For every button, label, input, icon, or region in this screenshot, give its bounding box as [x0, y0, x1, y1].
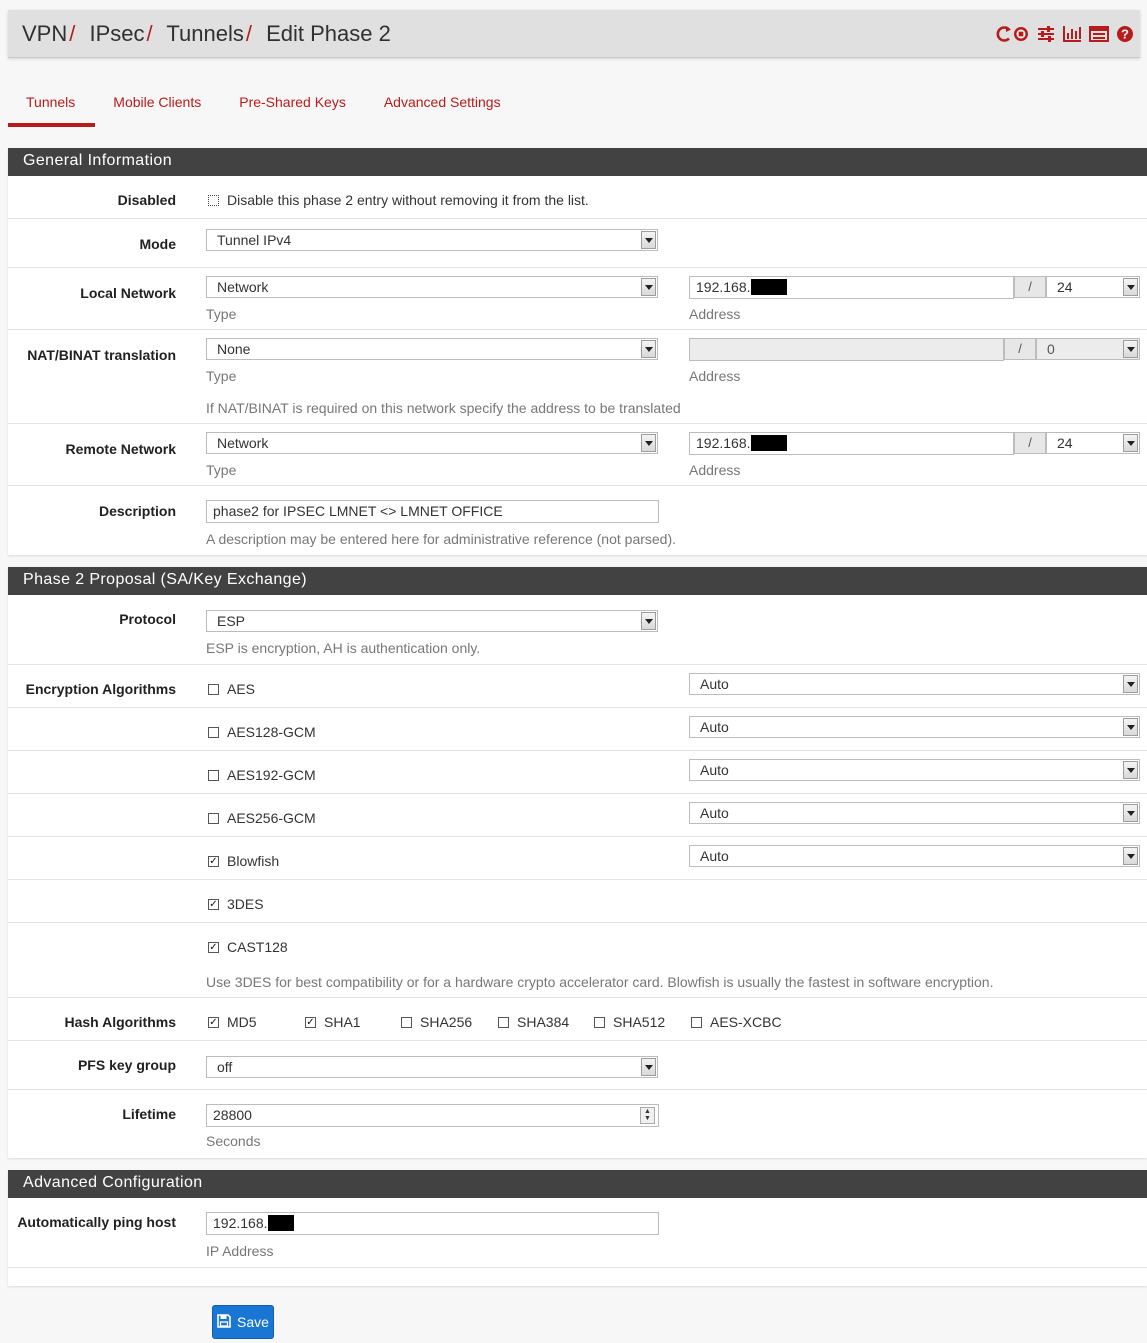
description-value: phase2 for IPSEC LMNET <> LMNET OFFICE — [213, 503, 503, 519]
nat-row — [8, 330, 1147, 424]
chevron-down-icon — [1123, 718, 1138, 736]
chevron-down-icon — [1123, 761, 1138, 779]
lifetime-input[interactable] — [206, 1104, 659, 1127]
aes192-gcm-label: AES192-GCM — [227, 767, 316, 783]
aes256-gcm-checkbox[interactable] — [208, 813, 219, 824]
local-network-row — [8, 268, 1147, 330]
header-icons — [996, 24, 1134, 44]
chevron-down-icon — [641, 434, 656, 452]
local-network-mask-value: 24 — [1057, 279, 1073, 295]
breadcrumb-separator: / — [69, 21, 76, 46]
sha1-label: SHA1 — [324, 1014, 361, 1030]
disabled-checkbox-text: Disable this phase 2 entry without removing it from the list. — [227, 192, 589, 208]
description-help: A description may be entered here for administrative reference (not parsed). — [206, 531, 677, 547]
blowfish-checkbox[interactable]: ✓ — [209, 856, 218, 867]
blowfish-keylen-select[interactable] — [689, 845, 1140, 867]
protocol-label: Protocol — [119, 611, 176, 627]
sha384-label: SHA384 — [517, 1014, 570, 1030]
chevron-down-icon — [641, 612, 656, 630]
remote-network-address-help: Address — [689, 462, 741, 478]
nat-type-value: None — [217, 341, 251, 357]
breadcrumb-separator: / — [146, 21, 153, 46]
encryption-algorithms-label: Encryption Algorithms — [25, 681, 176, 697]
nat-address-help: Address — [689, 368, 741, 384]
svg-text:?: ? — [1121, 26, 1129, 42]
ping-host-help: IP Address — [206, 1243, 274, 1259]
ping-host-row — [8, 1198, 1147, 1268]
breadcrumb-separator: / — [245, 21, 252, 46]
ping-host-label: Automatically ping host — [17, 1214, 176, 1230]
tab-bar — [8, 86, 521, 128]
pfs-key-group-value: off — [217, 1059, 233, 1075]
cast128-label: CAST128 — [227, 939, 288, 955]
blowfish-label: Blowfish — [227, 853, 280, 869]
aes-label: AES — [227, 681, 256, 697]
tab-advanced-settings[interactable]: Advanced Settings — [383, 94, 501, 110]
3des-label: 3DES — [227, 896, 264, 912]
blowfish-keylen-value: Auto — [700, 848, 729, 864]
sha512-checkbox[interactable] — [594, 1017, 605, 1028]
mode-select[interactable] — [206, 229, 658, 251]
aes192-gcm-checkbox[interactable] — [208, 770, 219, 781]
lifetime-value: 28800 — [213, 1107, 252, 1123]
aes256-gcm-keylen-select[interactable] — [689, 802, 1140, 824]
chevron-down-icon — [1123, 434, 1138, 452]
tab-tunnels[interactable]: Tunnels — [8, 86, 95, 127]
nat-help: If NAT/BINAT is required on this network specify the address to be translated — [206, 400, 681, 416]
local-network-address-help: Address — [689, 306, 741, 322]
chevron-down-icon — [1123, 340, 1138, 358]
save-icon — [217, 1314, 231, 1331]
pfs-key-group-select[interactable] — [206, 1056, 658, 1078]
encryption-row-cast128 — [8, 923, 1147, 998]
ping-host-input[interactable] — [206, 1212, 659, 1235]
nat-type-help: Type — [206, 368, 237, 384]
pfs-key-group-label: PFS key group — [77, 1057, 176, 1073]
tab-pre-shared-keys[interactable]: Pre-Shared Keys — [239, 94, 346, 110]
tab-mobile-clients[interactable]: Mobile Clients — [113, 94, 202, 110]
aes-xcbc-label: AES-XCBC — [710, 1014, 782, 1030]
remote-network-type-select[interactable] — [206, 432, 658, 454]
aes256-gcm-label: AES256-GCM — [227, 810, 316, 826]
protocol-select[interactable] — [206, 610, 658, 632]
chevron-down-icon — [1123, 278, 1138, 296]
encryption-row-aes128gcm — [8, 708, 1147, 751]
nat-type-select[interactable] — [206, 338, 658, 360]
lifetime-row — [8, 1090, 1147, 1159]
encryption-row-aes — [8, 665, 1147, 708]
aes-checkbox[interactable] — [208, 684, 219, 695]
mode-row — [8, 219, 1147, 268]
sha384-checkbox[interactable] — [498, 1017, 509, 1028]
aes128-gcm-checkbox[interactable] — [208, 727, 219, 738]
redaction-block — [751, 279, 787, 295]
description-row — [8, 486, 1147, 554]
remote-network-row — [8, 424, 1147, 486]
chevron-down-icon — [1123, 847, 1138, 865]
help-icon[interactable] — [1116, 25, 1134, 43]
local-network-type-select[interactable] — [206, 276, 658, 298]
mode-label: Mode — [139, 236, 176, 252]
nat-mask-value: 0 — [1047, 341, 1055, 357]
save-label: Save — [237, 1314, 269, 1330]
panel-heading: Advanced Configuration — [8, 1170, 1147, 1198]
panel-heading: General Information — [8, 148, 1147, 176]
remote-network-type-value: Network — [217, 435, 269, 451]
chevron-down-icon — [641, 231, 656, 249]
general-information-panel — [8, 148, 1147, 555]
aes128-gcm-label: AES128-GCM — [227, 724, 316, 740]
remote-network-mask-select[interactable] — [1046, 432, 1140, 454]
aes128-gcm-keylen-value: Auto — [700, 719, 729, 735]
redaction-block — [268, 1215, 294, 1231]
chevron-down-icon — [1123, 804, 1138, 822]
ping-host-value: 192.168. — [213, 1215, 268, 1231]
save-button[interactable] — [212, 1305, 274, 1339]
description-label: Description — [98, 503, 176, 519]
local-network-mask-select[interactable] — [1046, 276, 1140, 298]
aes192-gcm-keylen-select[interactable] — [689, 759, 1140, 781]
nat-mask-select — [1036, 338, 1140, 360]
lifetime-help: Seconds — [206, 1133, 261, 1149]
aes128-gcm-keylen-select[interactable] — [689, 716, 1140, 738]
encryption-help: Use 3DES for best compatibility or for a hardware crypto accelerator card. Blowfish is usually the fastest in software encryption. — [206, 974, 994, 990]
chevron-down-icon — [641, 278, 656, 296]
breadcrumb-vpn[interactable]: VPN — [22, 21, 68, 46]
protocol-row — [8, 595, 1147, 665]
breadcrumb-ipsec[interactable]: IPsec — [89, 21, 145, 46]
md5-checkbox[interactable]: ✓ — [209, 1017, 218, 1028]
lifetime-label: Lifetime — [122, 1106, 176, 1122]
breadcrumb-tunnels[interactable]: Tunnels — [166, 21, 244, 46]
panel-heading: Phase 2 Proposal (SA/Key Exchange) — [8, 567, 1147, 595]
local-network-address-input[interactable] — [689, 276, 1014, 299]
phase2-proposal-panel — [8, 567, 1147, 1158]
sha256-checkbox[interactable] — [401, 1017, 412, 1028]
chevron-down-icon — [641, 1058, 656, 1076]
spinner-arrows-icon[interactable]: ▲ ▼ — [640, 1107, 655, 1124]
chevron-down-icon — [641, 340, 656, 358]
local-network-type-value: Network — [217, 279, 269, 295]
pfs-row — [8, 1041, 1147, 1090]
disabled-checkbox[interactable] — [208, 195, 219, 206]
mode-value: Tunnel IPv4 — [217, 232, 292, 248]
disabled-label: Disabled — [117, 192, 176, 208]
nat-address-input — [689, 338, 1004, 361]
chevron-down-icon — [1123, 675, 1138, 693]
sha1-checkbox[interactable]: ✓ — [306, 1017, 315, 1028]
aes256-gcm-keylen-value: Auto — [700, 805, 729, 821]
protocol-value: ESP — [217, 613, 246, 629]
redaction-block — [751, 435, 787, 451]
hash-algorithms-label: Hash Algorithms — [64, 1014, 176, 1030]
encryption-row-3des — [8, 880, 1147, 923]
local-network-slash: / — [1014, 276, 1046, 298]
disabled-row — [8, 176, 1147, 219]
aes192-gcm-keylen-value: Auto — [700, 762, 729, 778]
protocol-help: ESP is encryption, AH is authentication only. — [206, 640, 481, 656]
page-title: Edit Phase 2 — [266, 21, 391, 46]
sha256-label: SHA256 — [420, 1014, 473, 1030]
remote-network-mask-value: 24 — [1057, 435, 1073, 451]
local-network-address-value: 192.168. — [696, 279, 751, 295]
remote-network-address-value: 192.168. — [696, 435, 751, 451]
aes-xcbc-checkbox[interactable] — [691, 1017, 702, 1028]
log-list-icon[interactable] — [1089, 25, 1109, 43]
3des-checkbox[interactable]: ✓ — [209, 899, 218, 910]
local-network-label: Local Network — [80, 285, 176, 301]
status-chart-icon[interactable] — [1062, 25, 1082, 43]
encryption-row-blowfish — [8, 837, 1147, 880]
remote-network-label: Remote Network — [65, 441, 176, 457]
cast128-checkbox[interactable]: ✓ — [209, 942, 218, 953]
remote-network-address-input[interactable] — [689, 432, 1014, 455]
description-input[interactable] — [206, 500, 659, 523]
encryption-row-aes192gcm — [8, 751, 1147, 794]
aes-keylen-select[interactable] — [689, 673, 1140, 695]
page-header — [8, 10, 1140, 58]
remote-network-type-help: Type — [206, 462, 237, 478]
md5-label: MD5 — [227, 1014, 257, 1030]
settings-sliders-icon[interactable] — [1037, 25, 1055, 43]
nat-label: NAT/BINAT translation — [27, 347, 176, 363]
breadcrumb — [22, 21, 391, 47]
remote-network-slash: / — [1014, 432, 1046, 454]
sha512-label: SHA512 — [613, 1014, 666, 1030]
restart-service-icon[interactable] — [996, 25, 1030, 43]
advanced-configuration-panel — [8, 1170, 1147, 1286]
encryption-row-aes256gcm — [8, 794, 1147, 837]
aes-keylen-value: Auto — [700, 676, 729, 692]
nat-slash: / — [1004, 338, 1036, 360]
hash-row — [8, 998, 1147, 1041]
local-network-type-help: Type — [206, 306, 237, 322]
